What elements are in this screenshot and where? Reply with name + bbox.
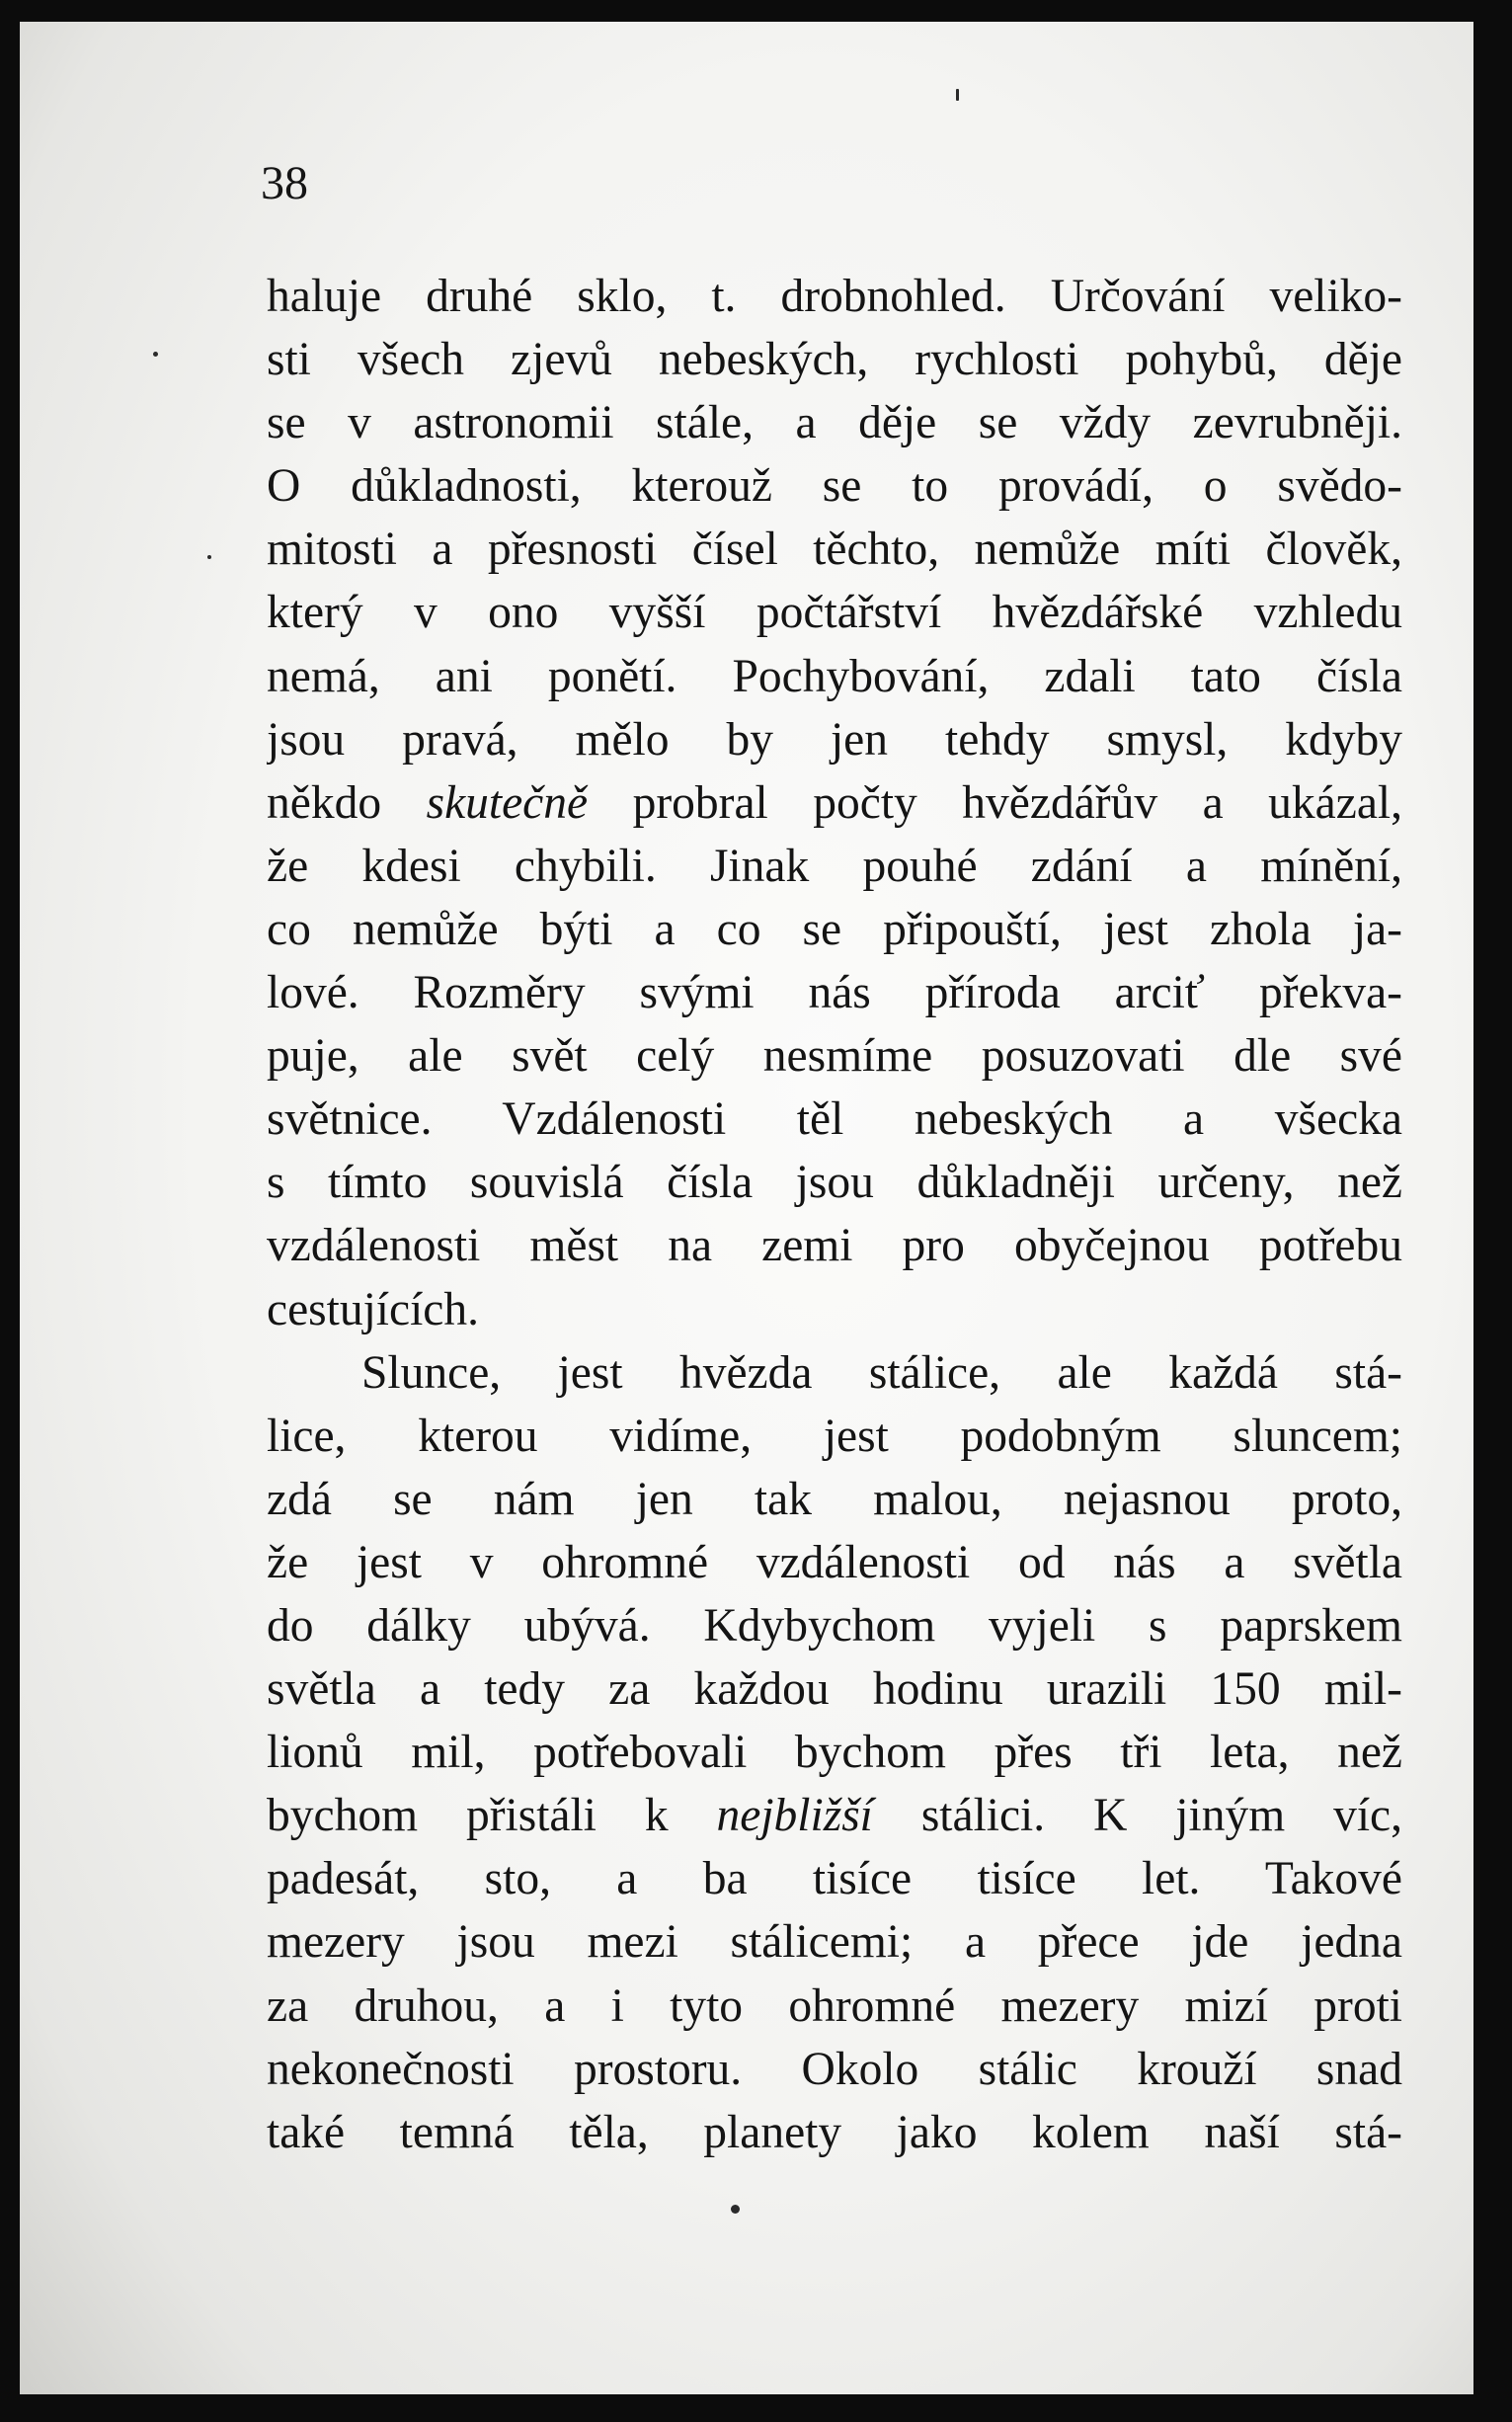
- text-line: lové. Rozměry svými nás příroda arciť překva-: [267, 967, 1402, 1019]
- text-line: lionů mil, potřebovali bychom přes tři leta, než: [267, 1727, 1402, 1779]
- text-line: který v ono vyšší počtářství hvězdářské vzhledu: [267, 587, 1402, 639]
- ink-speck: [956, 89, 959, 101]
- text-segment: bychom přistáli k: [267, 1790, 717, 1842]
- paragraph-first-line: Slunce, jest hvězda stálice, ale každá stá-: [361, 1346, 1402, 1399]
- text-segment: probral počty hvězdářův a ukázal,: [588, 776, 1402, 829]
- text-line: nemá, ani ponětí. Pochybování, zdali tato čísla: [267, 650, 1402, 702]
- text-line-with-emphasis: [267, 771, 1402, 835]
- text-line: světla a tedy za každou hodinu urazili 150 mil-: [267, 1663, 1402, 1716]
- page-number: 38: [261, 157, 308, 209]
- text-line: co nemůže býti a co se připouští, jest zhola ja-: [267, 903, 1402, 955]
- text-segment: někdo: [267, 776, 427, 829]
- text-line: že jest v ohromné vzdálenosti od nás a světla: [267, 1536, 1402, 1588]
- ink-speck: [207, 555, 211, 559]
- text-line: se v astronomii stále, a děje se vždy zevrubněji.: [267, 397, 1402, 449]
- text-line: mitosti a přesnosti čísel těchto, nemůže míti člověk,: [267, 524, 1402, 576]
- text-line: také temná těla, planety jako kolem naší stá-: [267, 2106, 1402, 2158]
- text-line-with-emphasis: [267, 1784, 1402, 1847]
- text-line: O důkladnosti, kterouž se to provádí, o svědo-: [267, 460, 1402, 513]
- text-line: jsou pravá, mělo by jen tehdy smysl, kdyby: [267, 713, 1402, 766]
- text-line: za druhou, a i tyto ohromné mezery mizí proti: [267, 1979, 1402, 2032]
- book-page: [20, 22, 1473, 2394]
- text-line: že kdesi chybili. Jinak pouhé zdání a mínění,: [267, 840, 1402, 892]
- text-line: lice, kterou vidíme, jest podobným sluncem;: [267, 1410, 1402, 1462]
- text-line: padesát, sto, a ba tisíce tisíce let. Takové: [267, 1853, 1402, 1905]
- text-segment: stálici. K jiným víc,: [872, 1790, 1402, 1842]
- emphasized-word: skutečně: [426, 776, 589, 829]
- text-line: s tímto souvislá čísla jsou důkladněji určeny, než: [267, 1157, 1402, 1209]
- paragraph-end-line: cestujících.: [267, 1283, 479, 1335]
- text-line: nekonečnosti prostoru. Okolo stálic krouží snad: [267, 2043, 1402, 2095]
- ink-speck: [731, 2205, 740, 2214]
- ink-speck: [153, 352, 158, 357]
- text-line: vzdálenosti měst na zemi pro obyčejnou potřebu: [267, 1220, 1402, 1272]
- text-line: světnice. Vzdálenosti těl nebeských a všecka: [267, 1093, 1402, 1146]
- text-line: mezery jsou mezi stálicemi; a přece jde jedna: [267, 1916, 1402, 1969]
- text-line: zdá se nám jen tak malou, nejasnou proto,: [267, 1473, 1402, 1525]
- body-text: [267, 265, 1402, 2164]
- text-line: do dálky ubývá. Kdybychom vyjeli s paprskem: [267, 1599, 1402, 1652]
- text-line: sti všech zjevů nebeských, rychlosti pohybů, děje: [267, 334, 1402, 386]
- text-line: haluje druhé sklo, t. drobnohled. Určování veliko-: [267, 271, 1402, 322]
- emphasized-word: nejbližší: [716, 1790, 873, 1842]
- text-line: puje, ale svět celý nesmíme posuzovati dle své: [267, 1030, 1402, 1083]
